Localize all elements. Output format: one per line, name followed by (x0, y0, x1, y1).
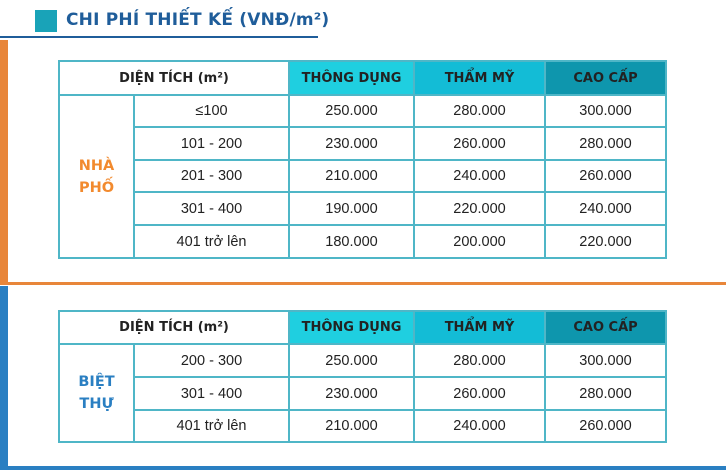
header-aesthetic: THẨM MỸ (414, 311, 545, 344)
table-row (59, 344, 666, 377)
price-table-villa (58, 310, 667, 443)
title-marker (35, 10, 57, 32)
price-cell: 210.000 (289, 410, 414, 442)
header-aesthetic: THẨM MỸ (414, 61, 545, 95)
price-cell: 200.000 (414, 225, 545, 258)
price-cell: 300.000 (545, 95, 666, 127)
area-cell: 301 - 400 (134, 377, 289, 410)
price-cell: 190.000 (289, 192, 414, 225)
area-cell: 200 - 300 (134, 344, 289, 377)
price-table-townhouse (58, 60, 667, 259)
price-cell: 260.000 (545, 160, 666, 192)
price-cell: 300.000 (545, 344, 666, 377)
price-cell: 240.000 (414, 410, 545, 442)
table-row (59, 127, 666, 160)
header-standard: THÔNG DỤNG (289, 311, 414, 344)
price-cell: 280.000 (545, 377, 666, 410)
table-row (59, 225, 666, 258)
header-luxury: CAO CẤP (545, 61, 666, 95)
area-cell: ≤100 (134, 95, 289, 127)
price-cell: 260.000 (545, 410, 666, 442)
header-luxury: CAO CẤP (545, 311, 666, 344)
table-row (59, 160, 666, 192)
area-cell: 301 - 400 (134, 192, 289, 225)
left-accent-bar-blue (0, 286, 8, 470)
price-cell: 240.000 (545, 192, 666, 225)
category-townhouse (59, 95, 134, 258)
table-row (59, 95, 666, 127)
price-cell: 220.000 (414, 192, 545, 225)
header-area: DIỆN TÍCH (m²) (59, 61, 289, 95)
price-cell: 280.000 (545, 127, 666, 160)
category-line: THỰ (79, 396, 114, 412)
table-row (59, 377, 666, 410)
area-cell: 401 trở lên (134, 225, 289, 258)
price-cell: 280.000 (414, 344, 545, 377)
category-villa (59, 344, 134, 442)
table-header-row (59, 61, 666, 95)
price-cell: 260.000 (414, 377, 545, 410)
table-row (59, 192, 666, 225)
price-cell: 230.000 (289, 377, 414, 410)
page-title: CHI PHÍ THIẾT KẾ (VNĐ/m²) (66, 10, 330, 30)
left-accent-bar-orange (0, 40, 8, 283)
area-cell: 101 - 200 (134, 127, 289, 160)
price-cell: 240.000 (414, 160, 545, 192)
price-cell: 180.000 (289, 225, 414, 258)
price-cell: 220.000 (545, 225, 666, 258)
category-line: PHỐ (78, 179, 115, 196)
price-cell: 230.000 (289, 127, 414, 160)
header-area: DIỆN TÍCH (m²) (59, 311, 289, 344)
section-divider-blue (0, 466, 726, 470)
price-cell: 250.000 (289, 344, 414, 377)
table-header-row (59, 311, 666, 344)
price-cell: 280.000 (414, 95, 545, 127)
price-cell: 210.000 (289, 160, 414, 192)
section-divider-orange (0, 282, 726, 285)
title-underline (0, 36, 318, 38)
area-cell: 201 - 300 (134, 160, 289, 192)
price-cell: 260.000 (414, 127, 545, 160)
header-standard: THÔNG DỤNG (289, 61, 414, 95)
price-cell: 250.000 (289, 95, 414, 127)
category-line: BIỆT (78, 374, 115, 390)
area-cell: 401 trở lên (134, 410, 289, 442)
table-row (59, 410, 666, 442)
category-line: NHÀ (78, 157, 115, 174)
